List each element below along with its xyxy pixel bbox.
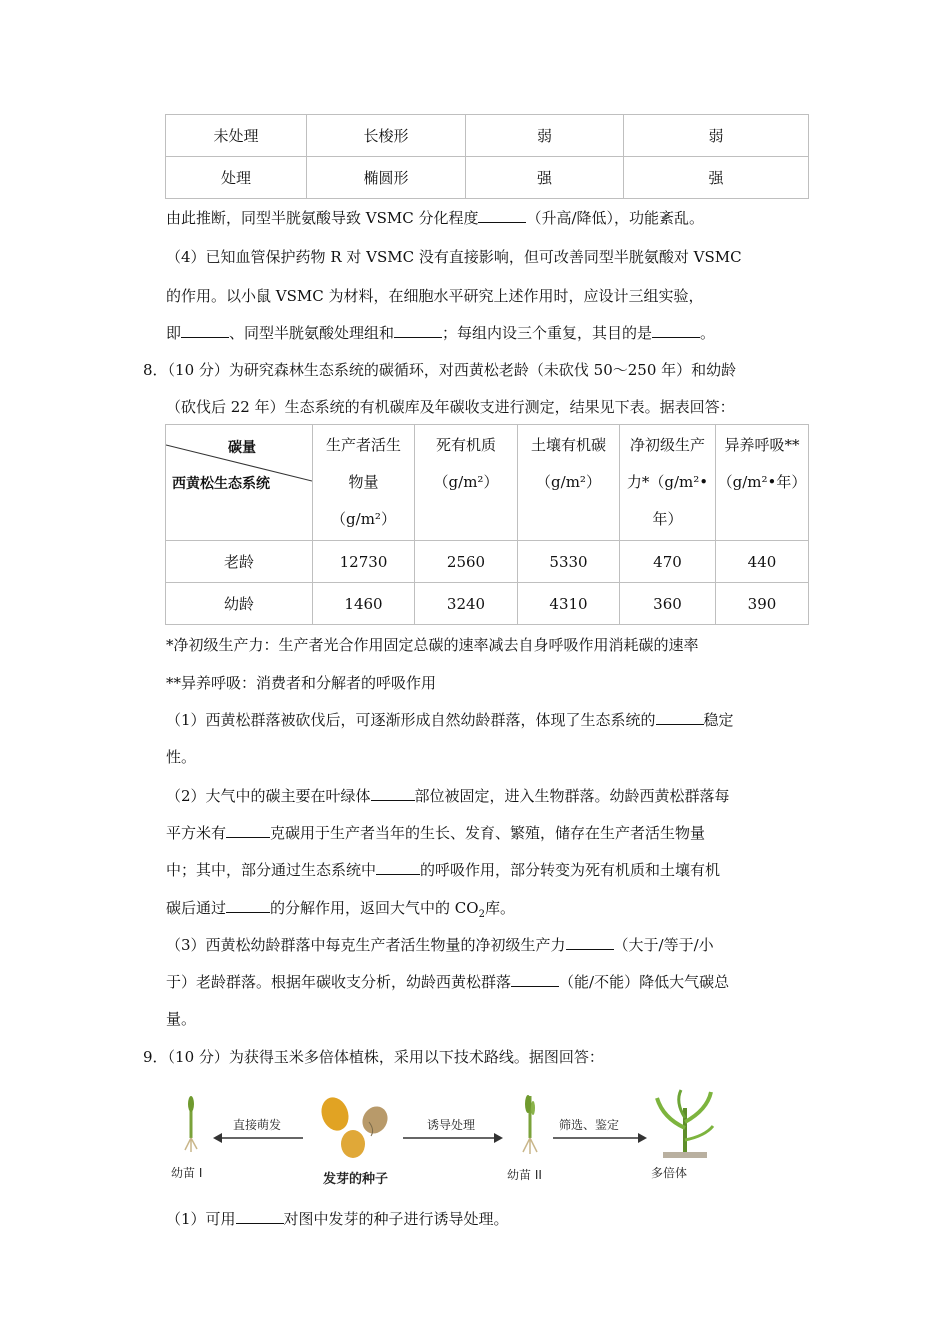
q8-part2-line3 <box>166 859 811 881</box>
text: 克碳用于生产者当年的生长、发育、繁殖，储存在生产者活生物量 <box>270 824 706 842</box>
table-cell: 弱 <box>624 115 809 157</box>
header-text: 年） <box>652 510 683 528</box>
text: 部位被固定，进入生物群落。幼龄西黄松群落每 <box>414 787 730 805</box>
text: （升高/降低），功能紊乱。 <box>526 209 705 227</box>
table-cell: 强 <box>466 157 624 199</box>
text: 稳定 <box>703 711 734 729</box>
q8-part3-line2 <box>166 971 811 993</box>
header-text: （g/m²） <box>433 473 499 491</box>
text: 的作用。以小鼠 VSMC 为材料，在细胞水平研究上述作用时，应设计三组实验， <box>166 287 704 305</box>
table-cell: 强 <box>624 157 809 199</box>
arrow-1-label: 直接萌发 <box>233 1118 282 1132</box>
q9-intro <box>143 1046 788 1068</box>
text: 9．（10 分）为获得玉米多倍体植株，采用以下技术路线。据图回答： <box>143 1048 604 1066</box>
text: ；每组内设三个重复，其目的是 <box>442 324 653 342</box>
arrow-right-icon <box>403 1132 503 1144</box>
arrow-2-label: 诱导处理 <box>427 1118 476 1132</box>
q7-part4-line3 <box>166 322 811 344</box>
answer-blank[interactable] <box>394 323 442 338</box>
answer-blank[interactable] <box>371 786 415 801</box>
header-cell <box>716 425 809 541</box>
table-row <box>166 583 809 625</box>
carbon-table <box>165 424 809 625</box>
q7-part4-line2 <box>166 285 811 307</box>
text: （大于/等于/小 <box>613 936 714 954</box>
text: 平方米有 <box>166 824 227 842</box>
q8-part1 <box>166 709 811 731</box>
table-cell: 3240 <box>415 583 518 625</box>
q8-part2-line4 <box>166 897 811 926</box>
results-table-continued <box>165 114 809 199</box>
arrow-right-icon <box>553 1132 647 1144</box>
header-text: 物量 <box>348 473 379 491</box>
header-text: （g/m²•年） <box>717 473 807 491</box>
text: 碳后通过 <box>166 899 227 917</box>
header-cell <box>415 425 518 541</box>
answer-blank[interactable] <box>226 898 270 913</box>
answer-blank[interactable] <box>376 860 420 875</box>
text: 的呼吸作用，部分转变为死有机质和土壤有机 <box>420 861 721 879</box>
seeds-illustration <box>315 1092 395 1162</box>
q8-part3-line1 <box>166 934 811 956</box>
header-cell <box>313 425 415 541</box>
header-text: 净初级生产 <box>629 436 705 454</box>
q8-part1-cont <box>166 746 811 768</box>
table-corner-cell <box>166 425 313 541</box>
table-cell: 1460 <box>313 583 415 625</box>
seedling-1-label: 幼苗 I <box>171 1166 203 1180</box>
answer-blank[interactable] <box>478 208 526 223</box>
table-row <box>166 541 809 583</box>
text: 即 <box>166 324 182 342</box>
seedling-illustration <box>515 1092 545 1158</box>
answer-blank[interactable] <box>652 323 700 338</box>
text: （4）已知血管保护药物 R 对 VSMC 没有直接影响，但可改善同型半胱氨酸对 VSMC <box>166 248 742 266</box>
text: （砍伐后 22 年）生态系统的有机碳库及年碳收支进行测定，结果见下表。据表回答： <box>166 398 735 416</box>
text: （1）西黄松群落被砍伐后，可逐渐形成自然幼龄群落，体现了生态系统的 <box>166 711 656 729</box>
table-cell: 470 <box>620 541 716 583</box>
text: 库。 <box>484 899 515 917</box>
text: 量。 <box>166 1010 197 1028</box>
table-cell: 弱 <box>466 115 624 157</box>
text: 于）老龄群落。根据年碳收支分析，幼龄西黄松群落 <box>166 973 512 991</box>
q8-part2-line1 <box>166 785 811 807</box>
q8-intro-line2 <box>166 396 811 418</box>
header-text: 异养呼吸** <box>724 436 800 454</box>
corner-bottom-label: 西黄松生态系统 <box>172 476 270 492</box>
answer-blank[interactable] <box>181 323 229 338</box>
table-cell: 12730 <box>313 541 415 583</box>
answer-blank[interactable] <box>236 1209 284 1224</box>
footnote-1 <box>166 634 811 656</box>
text: 。 <box>700 324 716 342</box>
polyploid-label: 多倍体 <box>651 1166 688 1180</box>
table-cell: 440 <box>716 541 809 583</box>
text: 性。 <box>166 748 197 766</box>
table-cell: 幼龄 <box>166 583 313 625</box>
corner-top-label: 碳量 <box>228 440 256 456</box>
table-cell: 椭圆形 <box>307 157 466 199</box>
table-cell: 360 <box>620 583 716 625</box>
q7-conclusion <box>166 207 811 229</box>
table-cell: 390 <box>716 583 809 625</box>
header-cell <box>620 425 716 541</box>
table-cell: 长梭形 <box>307 115 466 157</box>
text: （3）西黄松幼龄群落中每克生产者活生物量的净初级生产力 <box>166 936 566 954</box>
maize-polyploid-figure <box>165 1088 725 1188</box>
answer-blank[interactable] <box>226 823 270 838</box>
header-text: 力*（g/m²• <box>626 473 709 491</box>
header-text: （g/m²） <box>331 510 396 528</box>
arrow-3-label: 筛选、鉴定 <box>559 1118 620 1132</box>
text: （1）可用 <box>166 1210 236 1228</box>
text: 的分解作用，返回大气中的 CO <box>270 899 479 917</box>
subscript: 2 <box>478 909 485 920</box>
q8-intro-line1 <box>143 359 788 381</box>
text: （2）大气中的碳主要在叶绿体 <box>166 787 371 805</box>
seedling-illustration <box>179 1094 203 1154</box>
table-cell: 4310 <box>518 583 620 625</box>
table-cell: 老龄 <box>166 541 313 583</box>
text: 、同型半胱氨酸处理组和 <box>229 324 395 342</box>
footnote-2 <box>166 672 811 694</box>
text: 中；其中，部分通过生态系统中 <box>166 861 377 879</box>
table-cell: 处理 <box>166 157 307 199</box>
text: 由此推断，同型半胱氨酸导致 VSMC 分化程度 <box>166 209 479 227</box>
q7-part4-line1 <box>166 246 811 268</box>
q9-part1 <box>166 1208 811 1230</box>
table-cell: 2560 <box>415 541 518 583</box>
text: （能/不能）降低大气碳总 <box>559 973 730 991</box>
header-text: （g/m²） <box>536 473 601 491</box>
seeds-label: 发芽的种子 <box>323 1172 389 1187</box>
seedling-2-label: 幼苗 II <box>507 1168 542 1182</box>
q8-part2-line2 <box>166 822 811 844</box>
arrow-left-icon <box>213 1132 303 1144</box>
q8-part3-line3 <box>166 1008 811 1030</box>
answer-blank[interactable] <box>566 935 614 950</box>
header-cell <box>518 425 620 541</box>
text: *净初级生产力：生产者光合作用固定总碳的速率减去自身呼吸作用消耗碳的速率 <box>166 636 699 654</box>
header-text: 土壤有机碳 <box>530 436 606 454</box>
answer-blank[interactable] <box>656 710 704 725</box>
header-text: 生产者活生 <box>325 436 401 454</box>
text: **异养呼吸：消费者和分解者的呼吸作用 <box>166 674 437 692</box>
polyploid-plant-illustration <box>655 1088 715 1160</box>
answer-blank[interactable] <box>511 972 559 987</box>
table-cell: 5330 <box>518 541 620 583</box>
text: 8．（10 分）为研究森林生态系统的碳循环，对西黄松老龄（未砍伐 50～250 年）和幼龄 <box>143 361 737 379</box>
header-text: 死有机质 <box>435 436 496 454</box>
text: 对图中发芽的种子进行诱导处理。 <box>283 1210 509 1228</box>
table-cell: 未处理 <box>166 115 307 157</box>
